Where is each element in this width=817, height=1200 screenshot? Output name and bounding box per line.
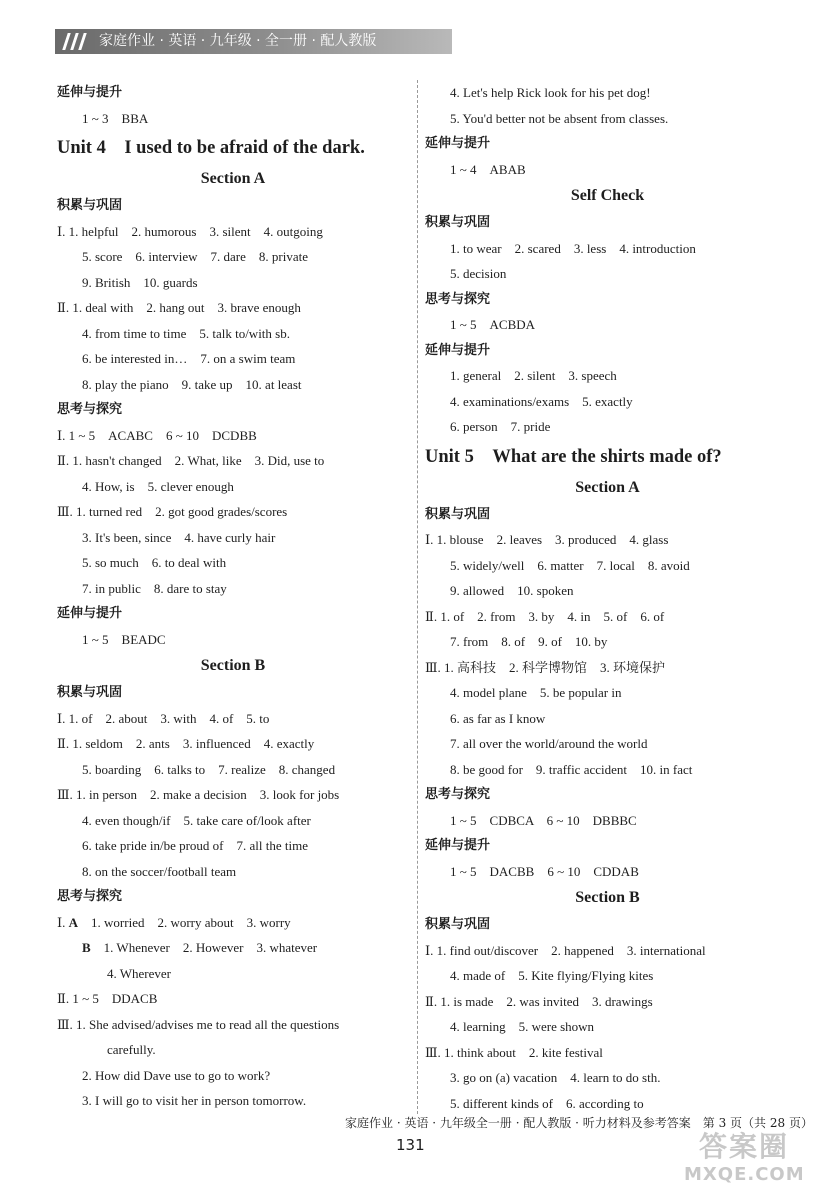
answer-line: Ⅲ. 1. in person 2. make a decision 3. look for jobs	[57, 787, 340, 802]
answer-line: 4. examinations/exams 5. exactly	[450, 393, 633, 409]
answer-line: 1 ~ 5 CDBCA 6 ~ 10 DBBBC	[450, 812, 637, 828]
footer-text: 家庭作业 · 英语 · 九年级全一册 · 配人教版 · 听力材料及参考答案 第 3 页（共 28 页）	[345, 1116, 813, 1130]
answer-line: Ⅲ. 1. She advised/advises me to read all the questions	[57, 1016, 340, 1032]
answer-line: 8. on the soccer/football team	[82, 863, 237, 879]
answer-line: Ⅰ. 1. blouse 2. leaves 3. produced 4. glass	[425, 532, 669, 547]
right-column	[425, 80, 790, 1116]
answer-line: 6. take pride in/be proud of 7. all the time	[82, 838, 308, 853]
header-banner	[55, 29, 452, 54]
answer-line: 6. as far as I know	[450, 710, 546, 726]
answer-line: Ⅱ. 1. seldom 2. ants 3. influenced 4. exactly	[57, 736, 315, 751]
answer-line: 5. widely/well 6. matter 7. local 8. avoid	[450, 557, 690, 573]
section-heading: 积累与巩固	[425, 215, 491, 230]
answer-line: 7. in public 8. dare to stay	[82, 580, 227, 596]
answer-line: 9. allowed 10. spoken	[450, 583, 574, 598]
answer-line: 5. so much 6. to deal with	[82, 555, 227, 570]
answer-line: 4. How, is 5. clever enough	[82, 478, 234, 494]
answer-line: 4. made of 5. Kite flying/Flying kites	[450, 968, 654, 983]
answer-line: 4. model plane 5. be popular in	[450, 685, 622, 700]
answer-line: Ⅲ. 1. think about 2. kite festival	[425, 1044, 603, 1060]
section-title: Section A	[200, 170, 266, 187]
section-heading: 积累与巩固	[425, 506, 491, 522]
column-divider	[417, 80, 418, 1114]
answer-line: 5. boarding 6. talks to 7. realize 8. changed	[82, 761, 336, 777]
unit-title: Unit 5 What are the shirts made of?	[425, 446, 722, 467]
answer-line: 2. How did Dave use to go to work?	[82, 1067, 271, 1083]
answer-line: 5. score 6. interview 7. dare 8. private	[82, 249, 308, 264]
answer-line: 6. person 7. pride	[450, 419, 551, 434]
section-title: Section B	[200, 657, 266, 674]
watermark-url: MXQE.COM	[684, 1164, 805, 1185]
answer-line: 4. Wherever	[107, 965, 172, 981]
section-heading: 延伸与提升	[57, 606, 123, 621]
answer-line: 7. all over the world/around the world	[450, 736, 648, 751]
answer-line: 5. You'd better not be absent from classes.	[450, 110, 669, 126]
answer-line: Ⅰ. 1. helpful 2. humorous 3. silent 4. outgoing	[57, 223, 323, 239]
answer-line: 6. be interested in… 7. on a swim team	[82, 351, 296, 366]
watermark	[684, 1130, 804, 1192]
page-number: 131	[396, 1136, 425, 1154]
banner-title: 家庭作业 · 英语 · 九年级 · 全一册 · 配人教版	[99, 33, 377, 49]
answer-line: 4. Let's help Rick look for his pet dog!	[450, 85, 651, 100]
answer-line: Ⅰ. 1 ~ 5 ACABC 6 ~ 10 DCDBB	[57, 427, 257, 443]
section-heading: 思考与探究	[425, 787, 491, 802]
section-heading: 延伸与提升	[425, 838, 491, 853]
answer-line: Ⅲ. 1. turned red 2. got good grades/scores	[57, 504, 288, 519]
answer-line: carefully.	[107, 1042, 156, 1057]
section-title: Self Check	[570, 187, 645, 204]
section-title: Section B	[575, 889, 640, 906]
left-column	[57, 80, 409, 1114]
watermark-logo: 答案圈	[698, 1130, 789, 1163]
section-heading: 思考与探究	[57, 402, 123, 417]
answer-line: Ⅱ. 1 ~ 5 DDACB	[57, 991, 158, 1006]
answer-line: 8. be good for 9. traffic accident 10. in fact	[450, 761, 693, 777]
answer-line: Ⅱ. 1. of 2. from 3. by 4. in 5. of 6. of	[425, 608, 665, 624]
answer-line: Ⅱ. 1. is made 2. was invited 3. drawings	[425, 993, 653, 1009]
answer-line: Ⅰ. A 1. worried 2. worry about 3. worry	[57, 914, 291, 930]
answer-line: 1 ~ 5 DACBB 6 ~ 10 CDDAB	[450, 863, 639, 879]
section-heading: 思考与探究	[57, 889, 123, 904]
answer-line: 4. even though/if 5. take care of/look after	[82, 812, 311, 828]
answer-line: 8. play the piano 9. take up 10. at least	[82, 376, 302, 392]
section-heading: 思考与探究	[425, 291, 491, 307]
unit-title: Unit 4 I used to be afraid of the dark.	[57, 138, 365, 158]
answer-line: Ⅲ. 1. 高科技 2. 科学博物馆 3. 环境保护	[425, 659, 666, 675]
answer-line: 1 ~ 5 ACBDA	[450, 317, 536, 332]
answer-line: 3. It's been, since 4. have curly hair	[82, 529, 276, 545]
answer-line: 4. from time to time 5. talk to/with sb.	[82, 325, 290, 341]
answer-line: Ⅱ. 1. hasn't changed 2. What, like 3. Did, use to	[57, 453, 325, 468]
answer-line: 1 ~ 5 BEADC	[82, 631, 166, 647]
answer-line: 1. to wear 2. scared 3. less 4. introduction	[450, 240, 696, 256]
section-heading: 积累与巩固	[425, 917, 491, 932]
answer-line: 1. general 2. silent 3. speech	[450, 368, 617, 383]
section-heading: 延伸与提升	[425, 342, 491, 358]
answer-line: 9. British 10. guards	[82, 274, 198, 290]
answer-line: 3. go on (a) vacation 4. learn to do sth.	[450, 1070, 661, 1085]
answer-line: Ⅰ. 1. find out/discover 2. happened 3. international	[425, 942, 706, 958]
answer-line: 1 ~ 3 BBA	[82, 110, 149, 126]
answer-line: 5. different kinds of 6. according to	[450, 1095, 644, 1111]
answer-line: 7. from 8. of 9. of 10. by	[450, 634, 608, 649]
answer-line: 3. I will go to visit her in person tomorrow.	[82, 1093, 307, 1108]
section-heading: 积累与巩固	[57, 198, 123, 213]
section-heading: 延伸与提升	[57, 85, 123, 100]
section-heading: 积累与巩固	[57, 685, 123, 700]
answer-line: 4. learning 5. were shown	[450, 1019, 595, 1034]
section-heading: 延伸与提升	[425, 136, 491, 151]
slash-marks-icon	[55, 29, 97, 54]
answer-line: Ⅱ. 1. deal with 2. hang out 3. brave enough	[57, 300, 301, 315]
answer-line: Ⅰ. 1. of 2. about 3. with 4. of 5. to	[57, 710, 270, 726]
answer-line: B 1. Whenever 2. However 3. whatever	[82, 940, 318, 955]
section-title: Section A	[575, 478, 640, 496]
answer-line: 1 ~ 4 ABAB	[450, 161, 526, 177]
answer-line: 5. decision	[450, 266, 507, 281]
